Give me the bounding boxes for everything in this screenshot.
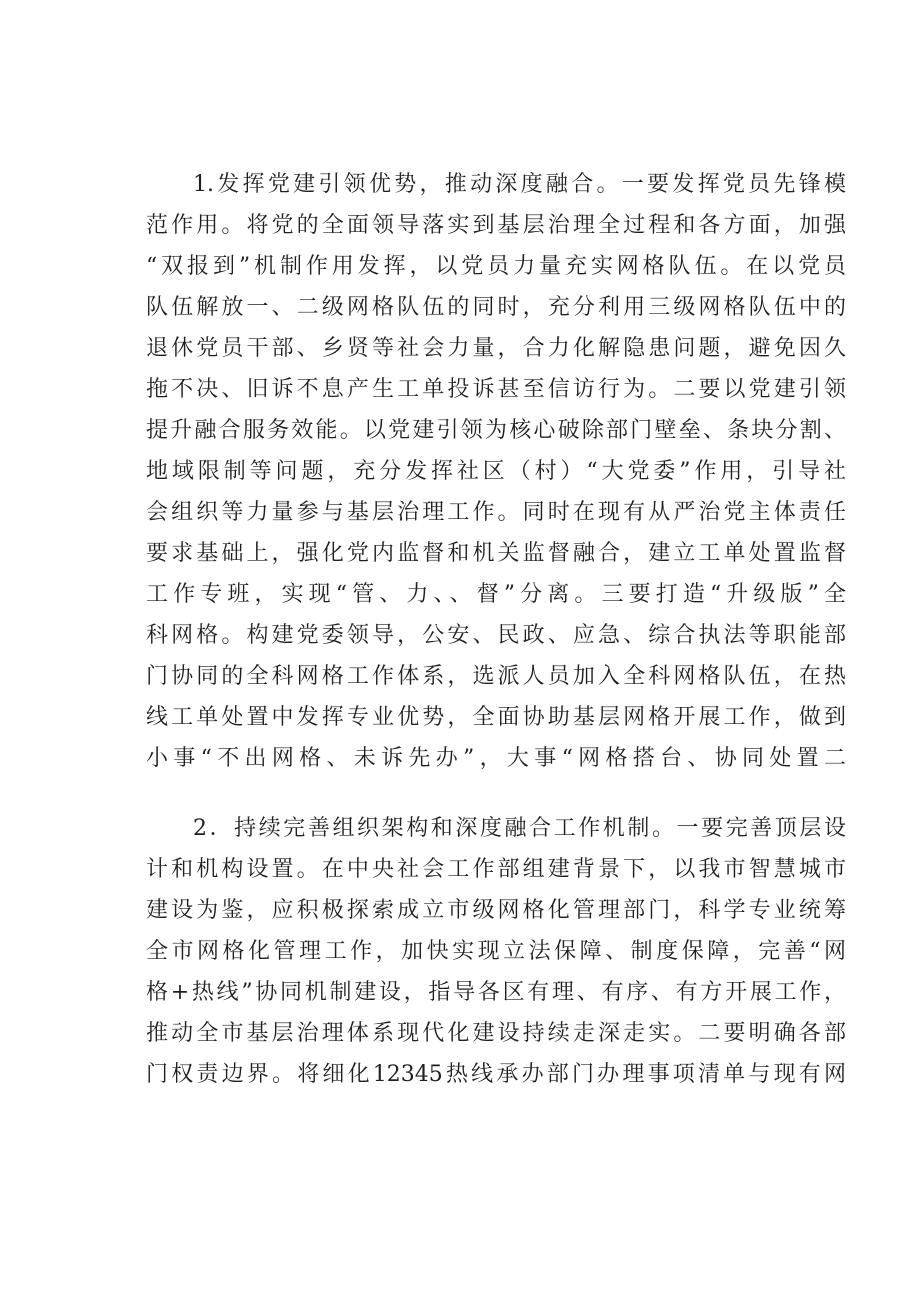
paragraph-2-line-3: 建设为鉴，应积极探索成立市级网格化管理部门，科学专业统筹: [146, 898, 846, 923]
paragraph-2-line-4: 全市网格化管理工作，加快实现立法保障、制度保障，完善“网: [146, 939, 846, 964]
paragraph-1-line-14: 线工单处置中发挥专业优势，全面协助基层网格开展工作，做到: [146, 705, 846, 730]
paragraph-1-line-3: “双报到”机制作用发挥，以党员力量充实网格队伍。在以党员: [146, 254, 846, 279]
paragraph-1-line-10: 要求基础上，强化党内监督和机关监督融合，建立工单处置监督: [146, 541, 846, 566]
paragraph-1-line-4: 队伍解放一、二级网格队伍的同时，充分利用三级网格队伍中的: [146, 295, 846, 320]
paragraph-1-line-12: 科网格。构建党委领导，公安、民政、应急、综合执法等职能部: [146, 623, 846, 648]
paragraph-1-line-7: 提升融合服务效能。以党建引领为核心破除部门壁垒、条块分割、: [146, 418, 846, 443]
paragraph-1-line-11: 工作专班，实现“管、力、、督”分离。三要打造“升级版”全: [146, 582, 846, 607]
paragraph-1-line-2: 范作用。将党的全面领导落实到基层治理全过程和各方面，加强: [146, 213, 846, 238]
paragraph-1-line-5: 退休党员干部、乡贤等社会力量，合力化解隐患问题，避免因久: [146, 336, 846, 361]
paragraph-2-line-7: 门权责边界。将细化12345热线承办部门办理事项清单与现有网: [146, 1062, 846, 1087]
paragraph-2-line-2: 计和机构设置。在中央社会工作部组建背景下，以我市智慧城市: [146, 857, 846, 882]
paragraph-1-line-13: 门协同的全科网格工作体系，选派人员加入全科网格队伍，在热: [146, 664, 846, 689]
paragraph-1-line-6: 拖不决、旧诉不息产生工单投诉甚至信访行为。二要以党建引领: [146, 377, 846, 402]
paragraph-1-line-9: 会组织等力量参与基层治理工作。同时在现有从严治党主体责任: [146, 500, 846, 525]
paragraph-1-line-15: 小事“不出网格、未诉先办”，大事“网格搭台、协同处置二: [146, 746, 846, 771]
paragraph-1-line-1: 1.发挥党建引领优势，推动深度融合。一要发挥党员先锋模: [193, 172, 846, 197]
paragraph-2-line-6: 推动全市基层治理体系现代化建设持续走深走实。二要明确各部: [146, 1021, 846, 1046]
paragraph-2-line-1: 2．持续完善组织架构和深度融合工作机制。一要完善顶层设: [193, 816, 846, 841]
paragraph-1-line-8: 地域限制等问题，充分发挥社区（村）“大党委”作用，引导社: [146, 459, 846, 484]
paragraph-2-line-5: 格+热线”协同机制建设，指导各区有理、有序、有方开展工作，: [146, 980, 846, 1005]
